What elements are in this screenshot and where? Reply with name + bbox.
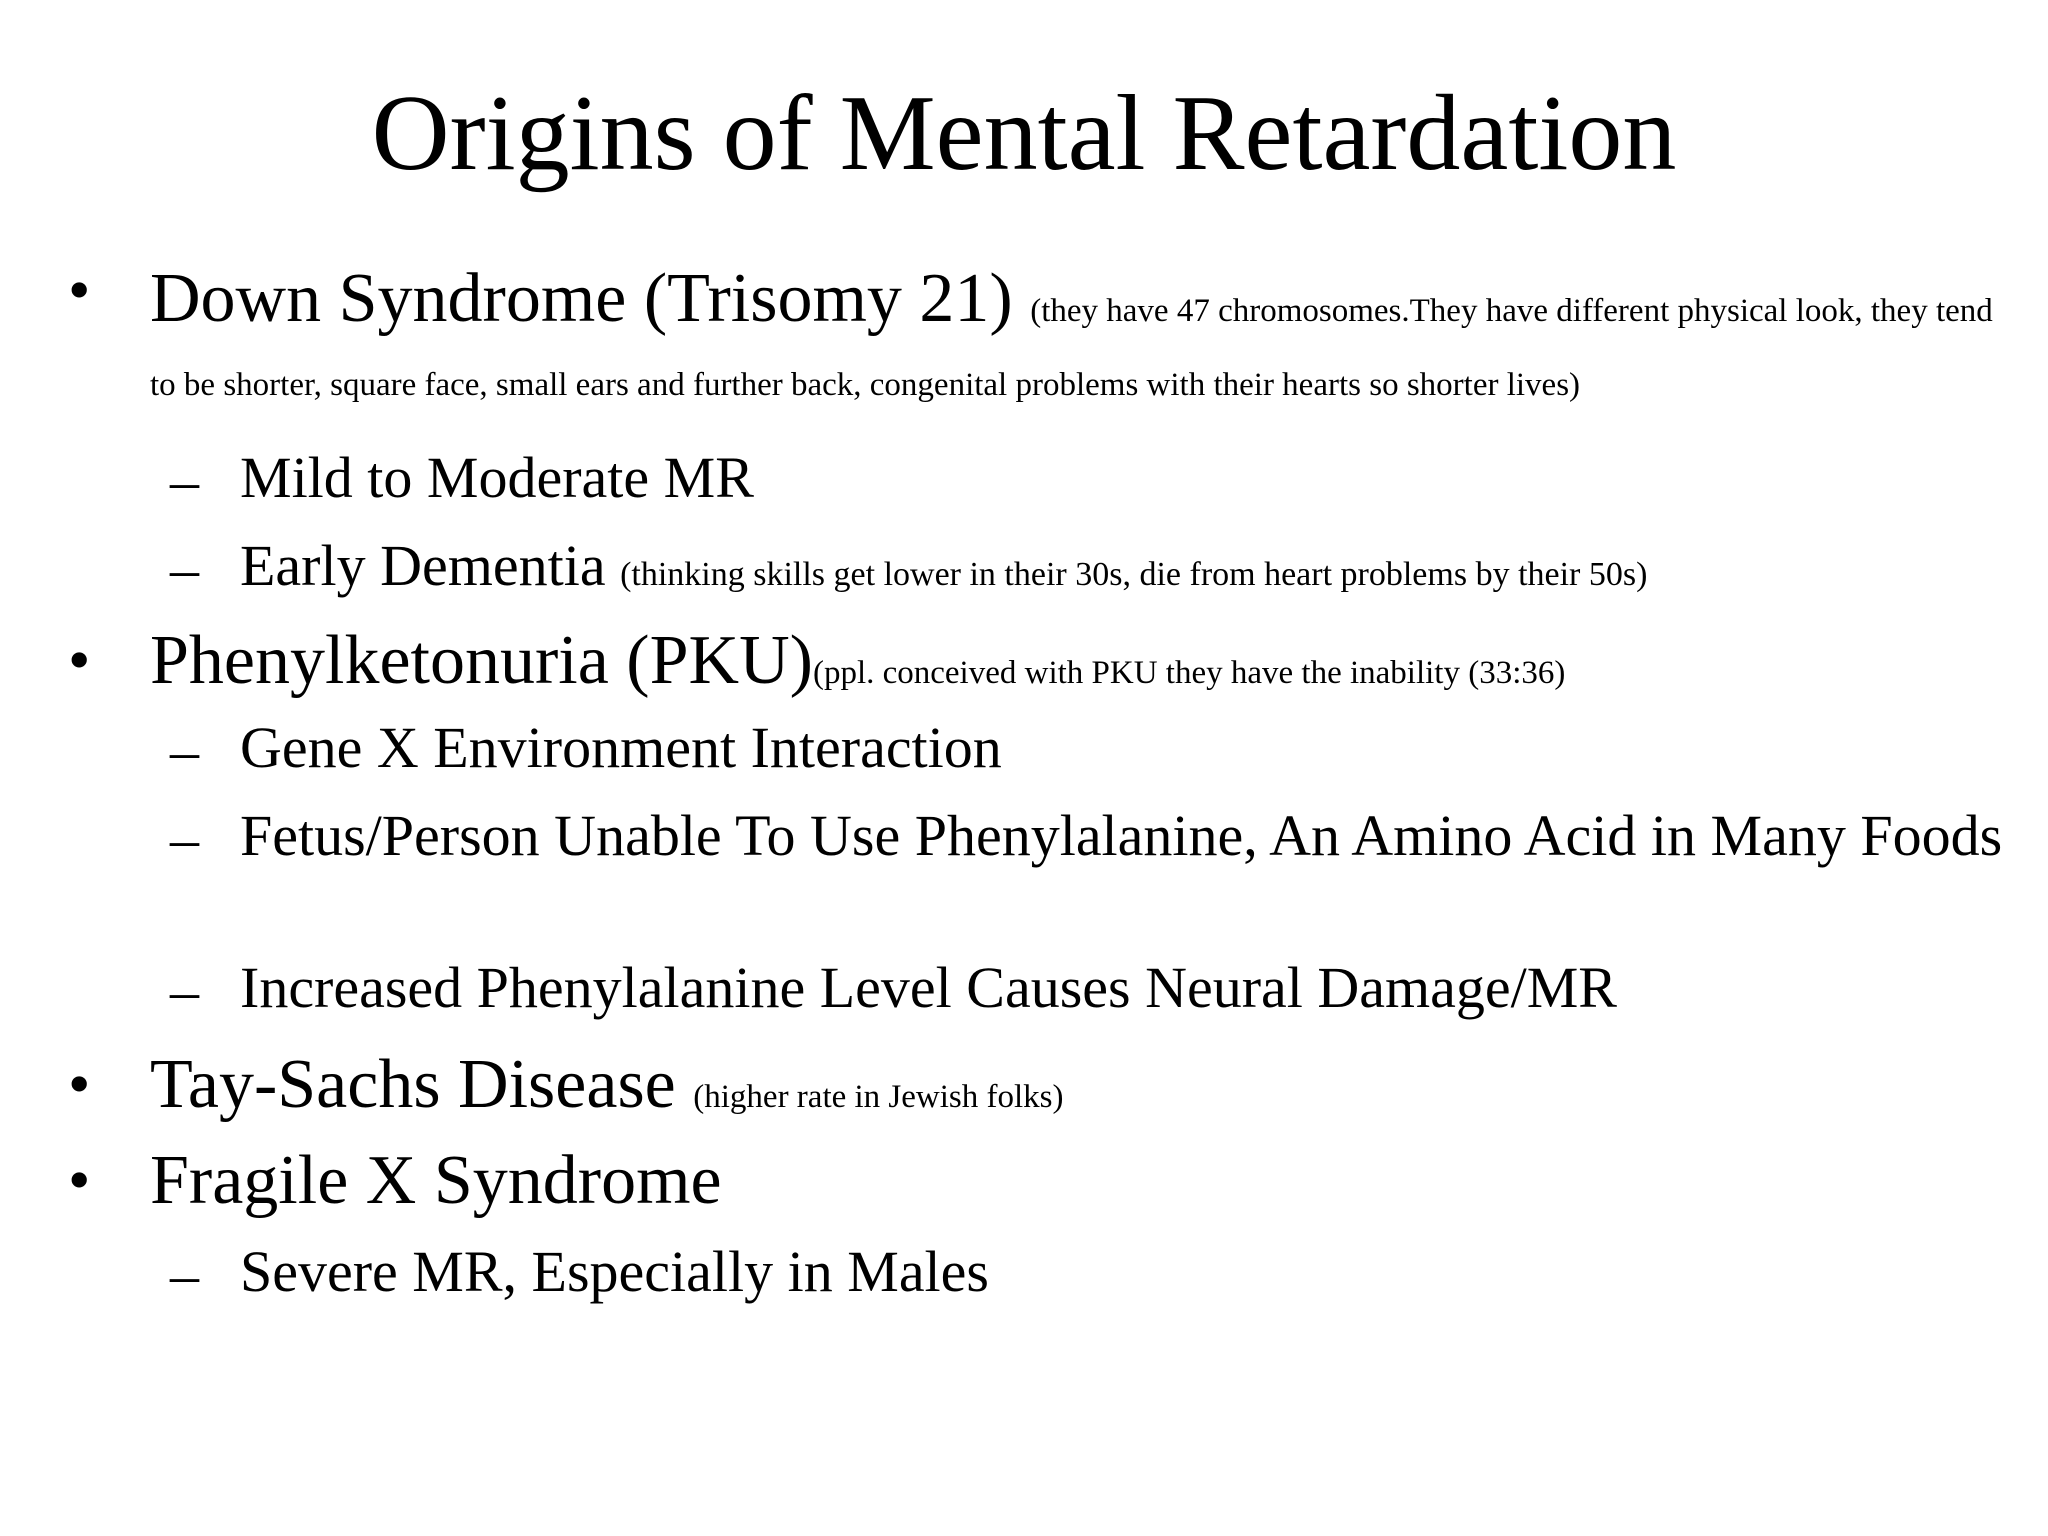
subitem-label: Early Dementia xyxy=(240,533,606,598)
dash-marker: – xyxy=(170,718,199,783)
bullet-marker: • xyxy=(68,254,91,325)
bullet-label: Fragile X Syndrome xyxy=(150,1142,722,1219)
subitem-text xyxy=(240,804,2008,869)
dash-marker: – xyxy=(170,1242,199,1307)
dash-marker: – xyxy=(170,536,199,601)
bullet-text xyxy=(150,624,1998,698)
bullet-label: Tay-Sachs Disease xyxy=(150,1046,676,1123)
subitem-text xyxy=(240,1240,2008,1305)
bullet-text xyxy=(150,1048,1998,1122)
subitem-label: Severe MR, Especially in Males xyxy=(240,1239,989,1304)
bullet-text xyxy=(150,1144,1998,1218)
subitem-label: Mild to Moderate MR xyxy=(240,445,754,510)
dash-marker: – xyxy=(170,806,199,871)
dash-marker: – xyxy=(170,958,199,1023)
bullet-text xyxy=(150,262,1998,409)
bullet-marker: • xyxy=(68,624,91,695)
subitem-text xyxy=(240,446,2008,511)
bullet-note: (ppl. conceived with PKU they have the inability (33:36) xyxy=(812,655,1566,691)
bullet-label: Down Syndrome (Trisomy 21) xyxy=(150,260,1013,337)
subitem-text xyxy=(240,956,2008,1021)
dash-marker: – xyxy=(170,448,199,513)
subitem-label: Gene X Environment Interaction xyxy=(240,715,1002,780)
bullet-note: (higher rate in Jewish folks) xyxy=(693,1079,1064,1115)
bullet-label: Phenylketonuria (PKU) xyxy=(150,622,813,699)
bullet-note: (they have 47 chromosomes.They have different physical look, they tend to be shorter, square face, small ears and further back, congenital problems with their hearts so shorter lives) xyxy=(150,293,1993,403)
subitem-label: Increased Phenylalanine Level Causes Neural Damage/MR xyxy=(240,955,1617,1020)
subitem-label: Fetus/Person Unable To Use Phenylalanine, An Amino Acid in Many Foods xyxy=(240,803,2003,868)
bullet-marker: • xyxy=(68,1144,91,1215)
slide-title: Origins of Mental Retardation xyxy=(371,74,1677,193)
subitem-text xyxy=(240,716,2008,781)
subitem-text xyxy=(240,534,2008,599)
subitem-note: (thinking skills get lower in their 30s, die from heart problems by their 50s) xyxy=(620,556,1648,593)
bullet-marker: • xyxy=(68,1048,91,1119)
